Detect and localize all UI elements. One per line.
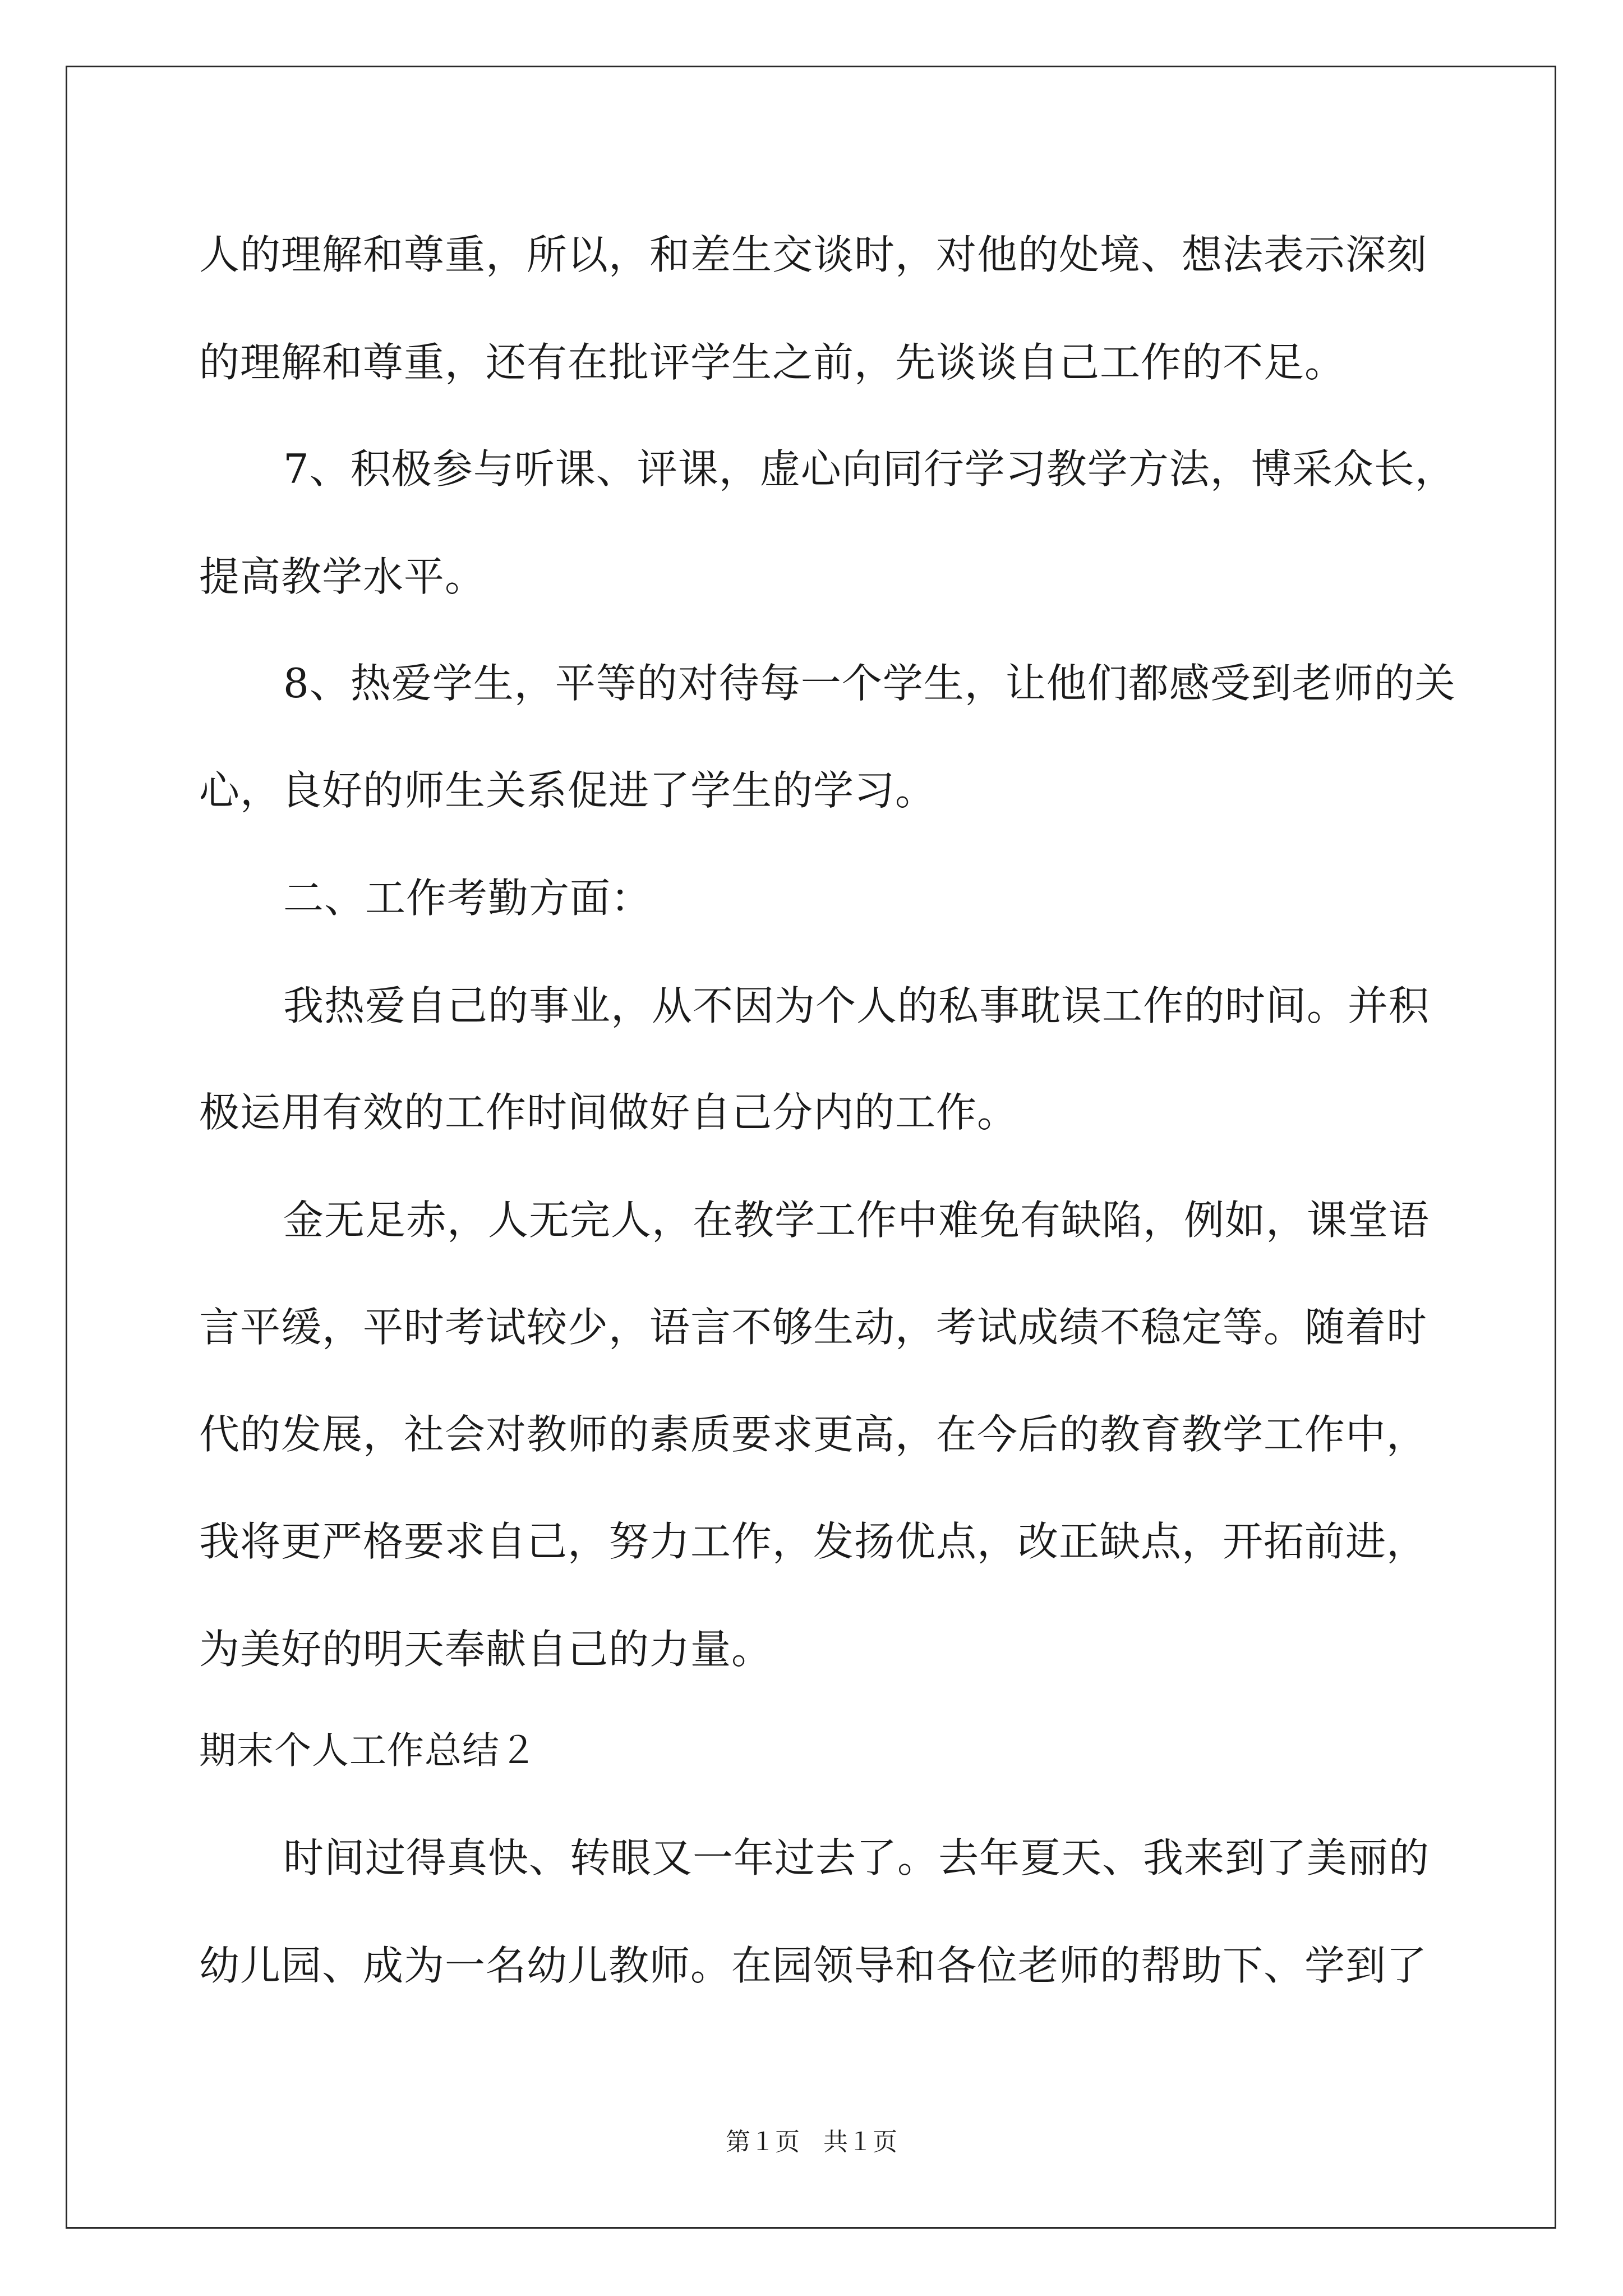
section-heading: 二、工作考勤方面：: [283, 875, 652, 922]
article-title: 期末个人工作总结２: [199, 1729, 537, 1772]
text-line: 我将更严格要求自己，努力工作，发扬优点，改正缺点，开拓前进，: [199, 1518, 1428, 1565]
text-line: 8、热爱学生，平等的对待每一个学生，让他们都感受到老师的关: [283, 660, 1456, 707]
text-line: 幼儿园、成为一名幼儿教师。在园领导和各位老师的帮助下、学到了: [199, 1942, 1428, 1989]
text-line: 人的理解和尊重，所以，和差生交谈时，对他的处境、想法表示深刻: [199, 231, 1428, 278]
page-border: [66, 66, 1556, 2229]
page-number: 第１页: [726, 2128, 800, 2156]
text-line: 金无足赤，人无完人，在教学工作中难免有缺陷，例如，课堂语: [283, 1197, 1430, 1244]
text-line: 心，良好的师生关系促进了学生的学习。: [199, 767, 937, 814]
text-line: 的理解和尊重，还有在批评学生之前，先谈谈自己工作的不足。: [199, 339, 1346, 386]
text-line: 言平缓，平时考试较少，语言不够生动，考试成绩不稳定等。随着时: [199, 1304, 1428, 1351]
page-total: 共１页: [823, 2128, 897, 2156]
text-line: 极运用有效的工作时间做好自己分内的工作。: [199, 1089, 1018, 1136]
page-footer: [0, 2130, 1623, 2155]
text-line: 我热爱自己的事业，从不因为个人的私事耽误工作的时间。并积: [283, 982, 1430, 1029]
text-line: 为美好的明天奉献自己的力量。: [199, 1626, 773, 1673]
text-line: 代的发展，社会对教师的素质要求更高，在今后的教育教学工作中，: [199, 1411, 1428, 1458]
text-line: 提高教学水平。: [199, 553, 486, 600]
text-line: 7、积极参与听课、评课，虚心向同行学习教学方法，博采众长，: [283, 445, 1456, 493]
text-line: 时间过得真快、转眼又一年过去了。去年夏天、我来到了美丽的: [283, 1834, 1430, 1881]
